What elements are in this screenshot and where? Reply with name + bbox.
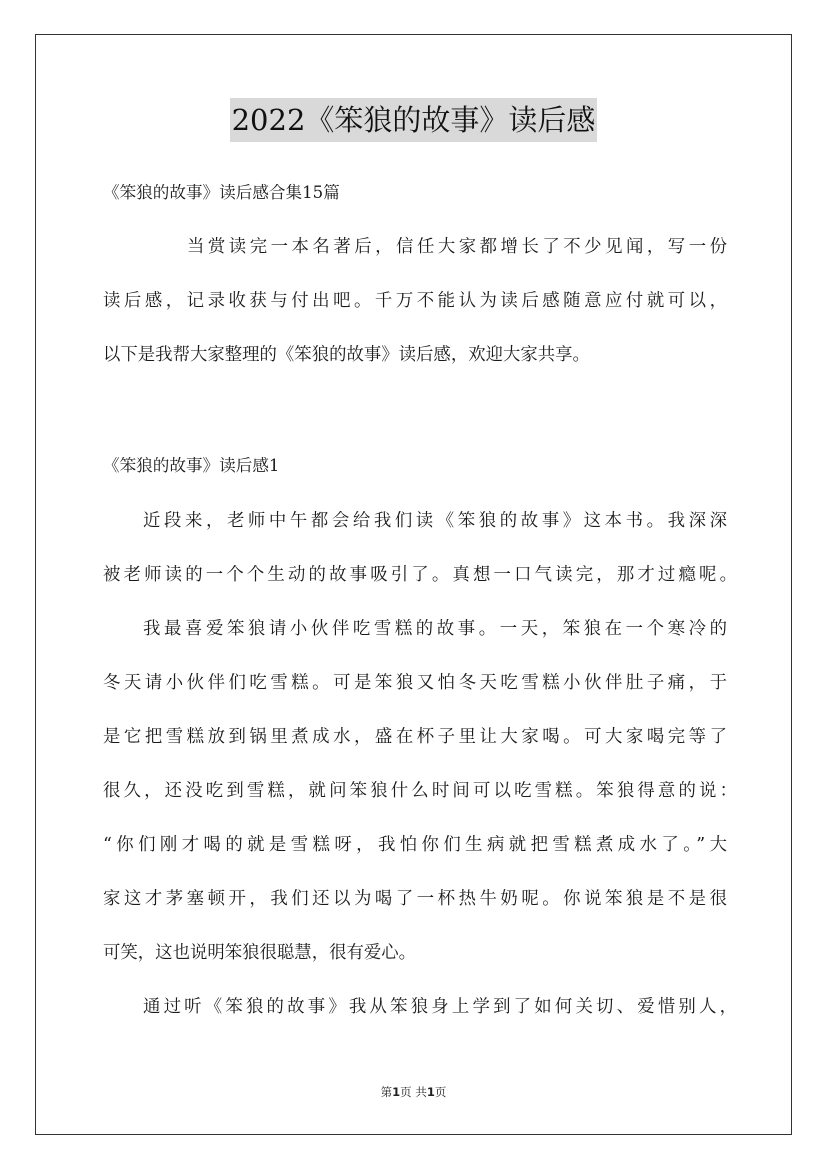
footer-page-suffix: 页 <box>434 1085 447 1099</box>
paragraph-line: 很久，还没吃到雪糕，就问笨狼什么时间可以吃雪糕。笨狼得意的说： <box>103 781 737 801</box>
title-container <box>0 98 827 142</box>
document-subtitle: 《笨狼的故事》读后感合集15篇 <box>103 183 340 202</box>
paragraph-line: 通过听《笨狼的故事》我从笨狼身上学到了如何关切、爱惜别人， <box>143 997 737 1017</box>
paragraph-line: 可笑，这也说明笨狼很聪慧，很有爱心。 <box>103 943 417 963</box>
intro-line: 以下是我帮大家整理的《笨狼的故事》读后感，欢迎大家共享。 <box>103 345 590 365</box>
footer-page-mid: 页 共 <box>400 1085 427 1099</box>
intro-line: 读后感，记录收获与付出吧。千万不能认为读后感随意应付就可以， <box>103 291 727 311</box>
paragraph-line: 近段来，老师中午都会给我们读《笨狼的故事》这本书。我深深 <box>143 511 727 531</box>
footer-page-prefix: 第 <box>380 1085 393 1099</box>
page-footer <box>0 1084 827 1100</box>
section-heading: 《笨狼的故事》读后感1 <box>103 456 280 475</box>
footer-page-current: 1 <box>392 1085 401 1099</box>
paragraph-line: 家这才茅塞顿开，我们还以为喝了一杯热牛奶呢。你说笨狼是不是很 <box>103 889 727 909</box>
paragraph-line: 冬天请小伙伴们吃雪糕。可是笨狼又怕冬天吃雪糕小伙伴肚子痛，于 <box>103 673 727 693</box>
footer-page-total: 1 <box>426 1085 435 1099</box>
document-title: 2022《笨狼的故事》读后感 <box>230 98 598 142</box>
paragraph-line: 是它把雪糕放到锅里煮成水，盛在杯子里让大家喝。可大家喝完等了 <box>103 727 727 747</box>
paragraph-line: “你们刚才喝的就是雪糕呀，我怕你们生病就把雪糕煮成水了。”大 <box>103 835 727 855</box>
intro-line: 当赏读完一本名著后，信任大家都增长了不少见闻，写一份 <box>187 237 727 257</box>
paragraph-line: 我最喜爱笨狼请小伙伴吃雪糕的故事。一天，笨狼在一个寒冷的 <box>143 619 727 639</box>
paragraph-line: 被老师读的一个个生动的故事吸引了。真想一口气读完，那才过瘾呢。 <box>103 565 737 585</box>
